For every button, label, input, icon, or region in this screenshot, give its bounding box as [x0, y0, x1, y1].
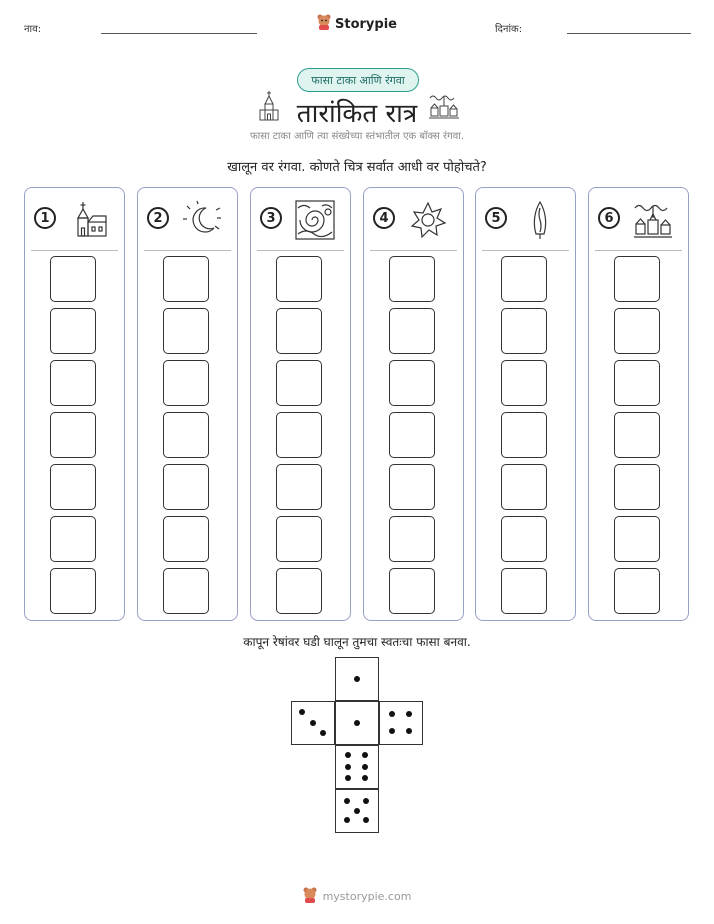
page-subtitle: फासा टाका आणि त्या संख्येच्या स्तंभातील एक बॉक्स रंगवा. — [249, 131, 465, 142]
die-face-4 — [379, 701, 423, 745]
color-box[interactable] — [163, 256, 209, 302]
die-pip — [362, 764, 368, 770]
date-label: दिनांक: — [495, 24, 523, 35]
die-pip — [389, 728, 395, 734]
die-pip — [345, 775, 351, 781]
die-face-1 — [335, 657, 379, 701]
footer-url[interactable]: mystorypie.com — [322, 890, 412, 903]
column-number: 3 — [260, 207, 282, 229]
color-box[interactable] — [501, 412, 547, 458]
color-box[interactable] — [163, 412, 209, 458]
village-icon — [428, 92, 460, 124]
die-pip — [320, 730, 326, 736]
die-pip — [362, 775, 368, 781]
column-number: 2 — [147, 207, 169, 229]
color-box[interactable] — [389, 568, 435, 614]
die-pip — [344, 817, 350, 823]
color-box[interactable] — [163, 516, 209, 562]
color-box[interactable] — [501, 464, 547, 510]
color-box[interactable] — [389, 464, 435, 510]
die-pip — [345, 752, 351, 758]
color-box[interactable] — [50, 360, 96, 406]
die-pip — [345, 764, 351, 770]
church-icon — [69, 200, 109, 240]
bear-icon — [303, 887, 317, 906]
color-box[interactable] — [389, 308, 435, 354]
activity-badge: फासा टाका आणि रंगवा — [297, 68, 419, 92]
date-line[interactable] — [567, 33, 691, 34]
footer — [0, 887, 714, 906]
die-face-5 — [335, 789, 379, 833]
color-box[interactable] — [163, 568, 209, 614]
instruction: खालून वर रंगवा. कोणते चित्र सर्वात आधी वर पोहोचते? — [227, 160, 487, 175]
color-box[interactable] — [276, 360, 322, 406]
divider — [144, 250, 231, 251]
color-box[interactable] — [501, 308, 547, 354]
color-box[interactable] — [389, 256, 435, 302]
die-pip — [344, 798, 350, 804]
die-pip — [363, 817, 369, 823]
color-box[interactable] — [276, 412, 322, 458]
color-box[interactable] — [50, 464, 96, 510]
divider — [31, 250, 118, 251]
divider — [257, 250, 344, 251]
column-number: 4 — [373, 207, 395, 229]
column-1 — [24, 187, 125, 621]
die-pip — [299, 709, 305, 715]
column-4 — [363, 187, 464, 621]
column-6 — [588, 187, 689, 621]
color-box[interactable] — [614, 360, 660, 406]
cut-instruction: कापून रेषांवर घडी घालून तुमचा स्वतःचा फासा बनवा. — [243, 635, 471, 649]
color-box[interactable] — [614, 412, 660, 458]
color-box[interactable] — [50, 412, 96, 458]
die-pip — [389, 711, 395, 717]
column-5 — [475, 187, 576, 621]
divider — [595, 250, 682, 251]
color-box[interactable] — [276, 516, 322, 562]
color-box[interactable] — [614, 568, 660, 614]
color-box[interactable] — [163, 360, 209, 406]
color-box[interactable] — [501, 568, 547, 614]
bear-icon — [317, 14, 331, 34]
color-box[interactable] — [276, 256, 322, 302]
die-pip — [362, 752, 368, 758]
column-2 — [137, 187, 238, 621]
color-box[interactable] — [389, 412, 435, 458]
color-box[interactable] — [50, 516, 96, 562]
column-number: 6 — [598, 207, 620, 229]
page-title: तारांकित रात्र — [296, 99, 418, 129]
die-pip — [406, 711, 412, 717]
die-pip — [406, 728, 412, 734]
column-number: 1 — [34, 207, 56, 229]
color-box[interactable] — [276, 464, 322, 510]
color-box[interactable] — [501, 360, 547, 406]
color-box[interactable] — [614, 256, 660, 302]
name-label: नाव: — [24, 24, 42, 35]
cypress-tree-icon — [520, 200, 560, 240]
color-box[interactable] — [163, 308, 209, 354]
die-pip — [354, 720, 360, 726]
brand-name: Storypie — [335, 16, 397, 32]
color-box[interactable] — [50, 256, 96, 302]
color-box[interactable] — [50, 308, 96, 354]
die-pip — [354, 808, 360, 814]
color-box[interactable] — [614, 516, 660, 562]
moon-icon — [182, 200, 222, 240]
color-box[interactable] — [614, 464, 660, 510]
column-number: 5 — [485, 207, 507, 229]
die-pip — [310, 720, 316, 726]
color-box[interactable] — [389, 360, 435, 406]
color-box[interactable] — [501, 256, 547, 302]
die-face-3 — [291, 701, 335, 745]
die-face-1 — [335, 701, 379, 745]
die-pip — [354, 676, 360, 682]
star-icon — [408, 200, 448, 240]
die-pip — [363, 798, 369, 804]
color-box[interactable] — [50, 568, 96, 614]
village-icon — [633, 200, 673, 240]
color-box[interactable] — [614, 308, 660, 354]
die-face-6 — [335, 745, 379, 789]
color-box[interactable] — [389, 516, 435, 562]
color-box[interactable] — [163, 464, 209, 510]
color-box[interactable] — [501, 516, 547, 562]
divider — [370, 250, 457, 251]
column-3 — [250, 187, 351, 621]
color-box[interactable] — [276, 568, 322, 614]
color-box[interactable] — [276, 308, 322, 354]
swirl-sky-icon — [295, 200, 335, 240]
divider — [482, 250, 569, 251]
brand-logo — [0, 14, 714, 34]
